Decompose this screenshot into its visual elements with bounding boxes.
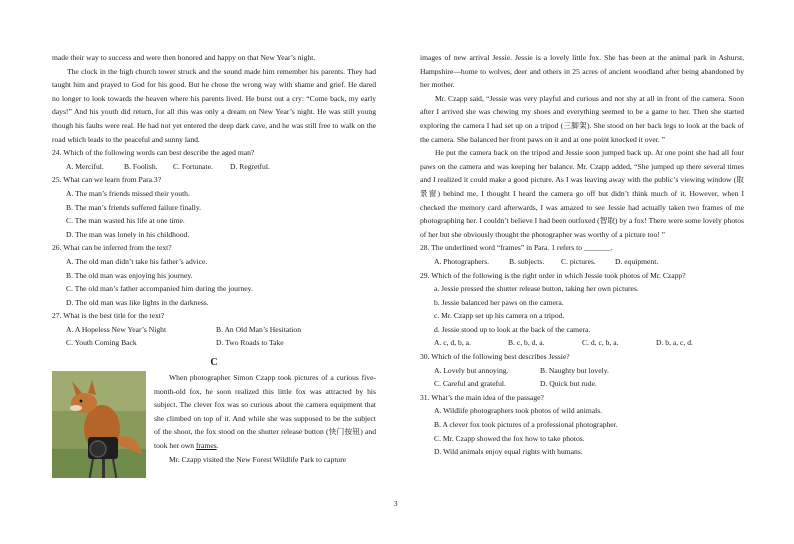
option-a: A. Photographers. — [434, 256, 490, 266]
question-stem: 30. Which of the following best describes Jessie? — [420, 352, 570, 362]
question-stem: 28. The underlined word “frames” in Para. 1 refers to _______. — [420, 243, 613, 253]
paragraph-text: . — [216, 441, 219, 451]
option-c: C. Mr. Czapp showed the fox how to take photos. — [434, 433, 585, 443]
camera-lens — [90, 441, 106, 457]
passage-c-paragraph-1 — [154, 371, 376, 453]
option-b: B. subjects. — [509, 256, 545, 266]
option-a: A. The old man didn’t take his father’s advice. — [66, 256, 208, 266]
question-28 — [420, 241, 744, 268]
passage-b-paragraph: The clock in the high church tower struck and the sound made him remember his parents. They had taught him and prayed to God for his good. But he chose the wrong way with shame and grief. He dared no longer to look towards the heaven where his parents lived. He burst out a cry: “Come back, my early days!” And his youth did return, for all this was only a dream on New Year’s night. He was still young though his faults were real. He had not yet entered the deep dark cave, and he was still free to walk on the road which leads to the peaceful and sunny land. — [52, 66, 376, 144]
question-24 — [52, 146, 376, 173]
step-b: b. Jessie balanced her paws on the camera. — [434, 297, 564, 307]
step-a: a. Jessie pressed the shutter release button, taking her own pictures. — [434, 284, 639, 294]
passage-c-paragraph-4: He put the camera back on the tripod and Jessie soon jumped back up. At one point she had all four paws on the camera and was keeping her balance. Mr. Czapp added, “She jumped up there several times and I realized it could make a good picture. As I was leaving away with the public’s viewing window (取景窗) behind me, I thought I heard the camera go off but didn’t think much of it. However, when I checked the memory card afterwards, I was amazed to see Jessie had actually taken two frames of me photographing her. I couldn’t believe I had been outfoxed (智取) by a fox! There were some lovely photos of her but she obviously thought the photographer was worthy of a picture too! ” — [420, 148, 744, 239]
option-row — [52, 336, 376, 350]
question-26 — [52, 241, 376, 309]
passage-c-paragraph-2-end: images of new arrival Jessie. Jessie is a lovely little fox. She has been at the animal park in Ashurst, Hampshire—home to wolves, deer and others in 25 acres of ancient woodland after being abandoned by her mother. — [420, 53, 744, 90]
question-stem: 27. What is the best title for the text? — [52, 311, 165, 321]
option-a: A. A Hopeless New Year’s Night — [66, 324, 167, 334]
passage-c-intro — [52, 371, 376, 478]
question-stem: 25. What can we learn from Para.3? — [52, 175, 162, 185]
option-d: D. Wild animals enjoy equal rights with humans. — [434, 447, 583, 457]
option-d: D. Regretful. — [230, 161, 270, 171]
option-c: C. d, c, b, a. — [582, 338, 619, 348]
question-31 — [420, 391, 744, 459]
option-a: A. The man’s friends missed their youth. — [66, 188, 190, 198]
question-stem: 24. Which of the following words can best describe the aged man? — [52, 148, 255, 158]
option-c: C. The old man’s father accompanied him during the journey. — [66, 284, 253, 294]
section-heading-c: C — [210, 357, 218, 369]
page-number: 3 — [394, 500, 398, 508]
passage-c-paragraph-2-start: Mr. Czapp visited the New Forest Wildlife Park to capture — [169, 454, 347, 464]
option-d: D. The man was lonely in his childhood. — [66, 229, 190, 239]
option-a: A. c, d, b, a. — [434, 338, 471, 348]
question-stem: 31. What’s the main idea of the passage? — [420, 392, 544, 402]
option-b: B. c, b, d, a. — [508, 338, 545, 348]
fox-muzzle — [70, 405, 82, 411]
step-c: c. Mr. Czapp set up his camera on a tripod. — [434, 311, 565, 321]
option-c: C. Careful and grateful. — [434, 379, 506, 389]
option-d: D. b, a, c, d. — [656, 338, 693, 348]
question-25 — [52, 173, 376, 241]
photo-sky-blur — [52, 371, 146, 411]
option-row — [52, 323, 376, 337]
option-a: A. Lovely but annoying. — [434, 365, 509, 375]
option-b: B. The old man was enjoying his journey. — [66, 270, 193, 280]
option-d: D. equipment. — [615, 256, 659, 266]
question-27 — [52, 309, 376, 350]
option-b: B. An Old Man’s Hesitation — [216, 324, 302, 334]
option-c: C. Youth Coming Back — [66, 338, 137, 348]
option-b: B. A clever fox took pictures of a professional photographer. — [434, 420, 618, 430]
option-b: B. Foolish. — [124, 161, 158, 171]
option-row — [420, 255, 744, 269]
option-row — [52, 160, 376, 174]
right-column — [420, 51, 744, 459]
option-a: A. Merciful. — [66, 161, 104, 171]
underlined-word-frames: frames — [195, 441, 217, 451]
option-row — [420, 377, 744, 391]
tripod-leg — [102, 459, 105, 478]
option-c: C. pictures. — [561, 256, 596, 266]
question-stem: 29. Which of the following is the right order in which Jessie took photos of Mr. Czapp? — [420, 270, 686, 280]
option-d: D. The old man was like lights in the darkness. — [66, 297, 209, 307]
paragraph-text: When photographer Simon Czapp took pictures of a curious five-month-old fox, he soon realized this little fox was attracted by his subject. The clever fox was so curious about the camera equipment that she climbed on top of it. And while she was supposed to be the subject of the shoot, the fox stood on the shutter release button (快门按钮) and took her own — [154, 373, 376, 451]
passage-b-ending: made their way to success and were then honored and happy on that New Year’s night. — [52, 53, 316, 62]
option-b: B. Naughty but lovely. — [540, 365, 609, 375]
step-d: d. Jessie stood up to look at the back of the camera. — [434, 324, 591, 334]
passage-c-wrapped-text — [154, 371, 376, 478]
option-d: D. Quick but rude. — [540, 379, 597, 389]
option-row — [420, 364, 744, 378]
question-29 — [420, 269, 744, 351]
left-column — [52, 51, 376, 478]
fox-eye — [80, 400, 83, 403]
option-row — [420, 336, 744, 350]
question-30 — [420, 350, 744, 391]
option-c: C. The man wasted his life at one time. — [66, 216, 185, 226]
fox-camera-photo — [52, 371, 146, 478]
question-stem: 26. What can be inferred from the text? — [52, 243, 172, 253]
passage-c-paragraph-3: Mr. Czapp said, “Jessie was very playful and curious and not shy at all in front of the camera. Soon after I arrived she was chewing my shoes and everything seemed to be a game to her. Then she started exploring the camera I had set up on a tripod (三脚架). She stood on her back legs to look at the back of the camera. She balanced her front paws on it and at one point knocked it over. ” — [420, 93, 744, 144]
option-c: C. Fortunate. — [173, 161, 213, 171]
option-b: B. The man’s friends suffered failure finally. — [66, 202, 202, 212]
option-a: A. Wildlife photographers took photos of wild animals. — [434, 406, 603, 416]
option-d: D. Two Roads to Take — [216, 338, 284, 348]
